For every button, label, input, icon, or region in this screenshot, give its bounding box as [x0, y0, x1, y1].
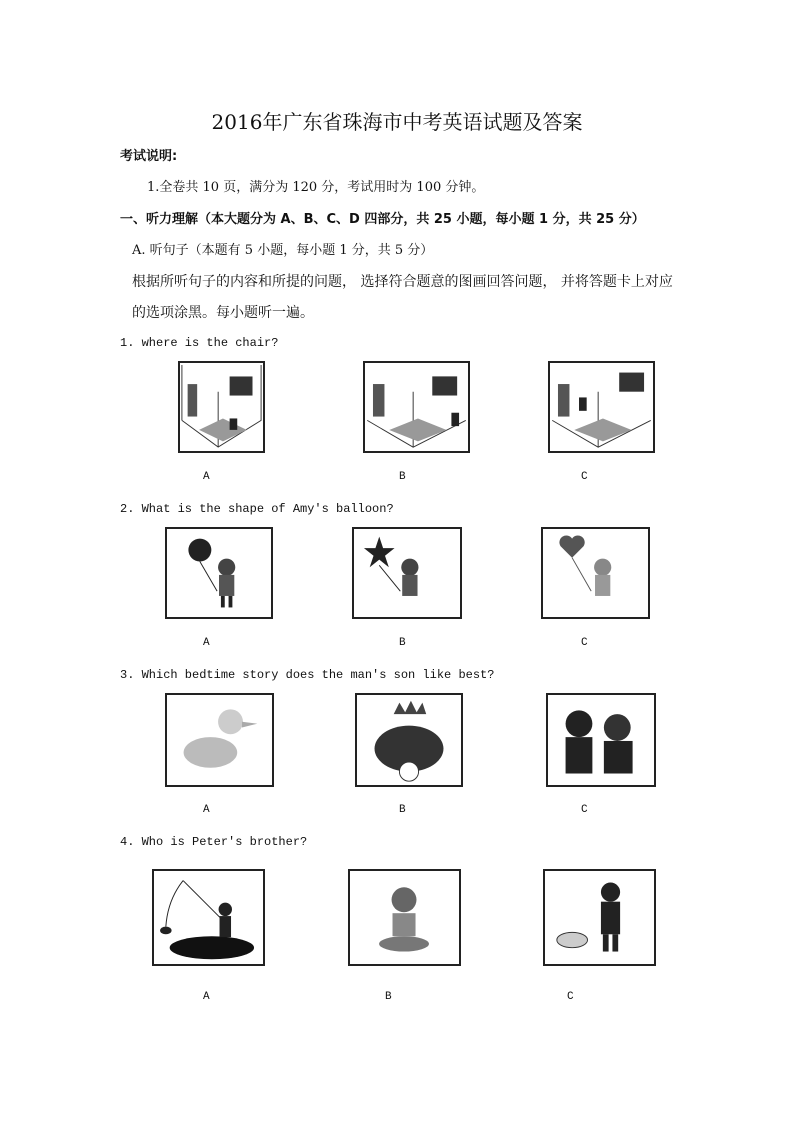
- section-heading: 一、听力理解（本大题分为 A、B、C、D 四部分，共 25 小题，每小题 1 分，共 25 分）: [120, 212, 645, 227]
- star-balloon-picture: [352, 527, 462, 619]
- option-label: B: [385, 991, 392, 1003]
- frog-prince-picture: [355, 693, 463, 787]
- directions-line: 的选项涂黑。每小题听一遍。: [132, 305, 314, 321]
- option-label: C: [567, 991, 574, 1003]
- option-label: B: [399, 804, 406, 816]
- boy-walking-dog-picture: [543, 869, 656, 966]
- page-title: 2016年广东省珠海市中考英语试题及答案: [211, 110, 583, 134]
- question-1: 1. where is the chair?: [120, 336, 279, 350]
- part-a-heading: A. 听句子（本题有 5 小题，每小题 1 分，共 5 分）: [132, 243, 434, 258]
- option-label: C: [581, 804, 588, 816]
- three-pigs-picture: [546, 693, 656, 787]
- option-label: A: [203, 991, 210, 1003]
- room-picture-a: [178, 361, 265, 453]
- heart-balloon-picture: [541, 527, 650, 619]
- boy-fishing-picture: [152, 869, 265, 966]
- instructions-heading: 考试说明:: [120, 149, 178, 164]
- option-label: B: [399, 637, 406, 649]
- room-picture-c: [548, 361, 655, 453]
- option-label: A: [203, 804, 210, 816]
- instruction-line: 1.全卷共 10 页，满分为 120 分，考试用时为 100 分钟。: [147, 180, 485, 195]
- room-picture-b: [363, 361, 470, 453]
- flower-balloon-picture: [165, 527, 273, 619]
- directions-line: 根据所听句子的内容和所提的问题， 选择符合题意的图画回答问题， 并将答题卡上对应: [132, 274, 673, 290]
- duckling-picture: [165, 693, 274, 787]
- boy-reading-picture: [348, 869, 461, 966]
- option-label: A: [203, 471, 210, 483]
- option-label: B: [399, 471, 406, 483]
- option-label: A: [203, 637, 210, 649]
- question-3: 3. Which bedtime story does the man's son like best?: [120, 668, 495, 682]
- option-label: C: [581, 637, 588, 649]
- question-4: 4. Who is Peter's brother?: [120, 835, 308, 849]
- question-2: 2. What is the shape of Amy's balloon?: [120, 502, 394, 516]
- option-label: C: [581, 471, 588, 483]
